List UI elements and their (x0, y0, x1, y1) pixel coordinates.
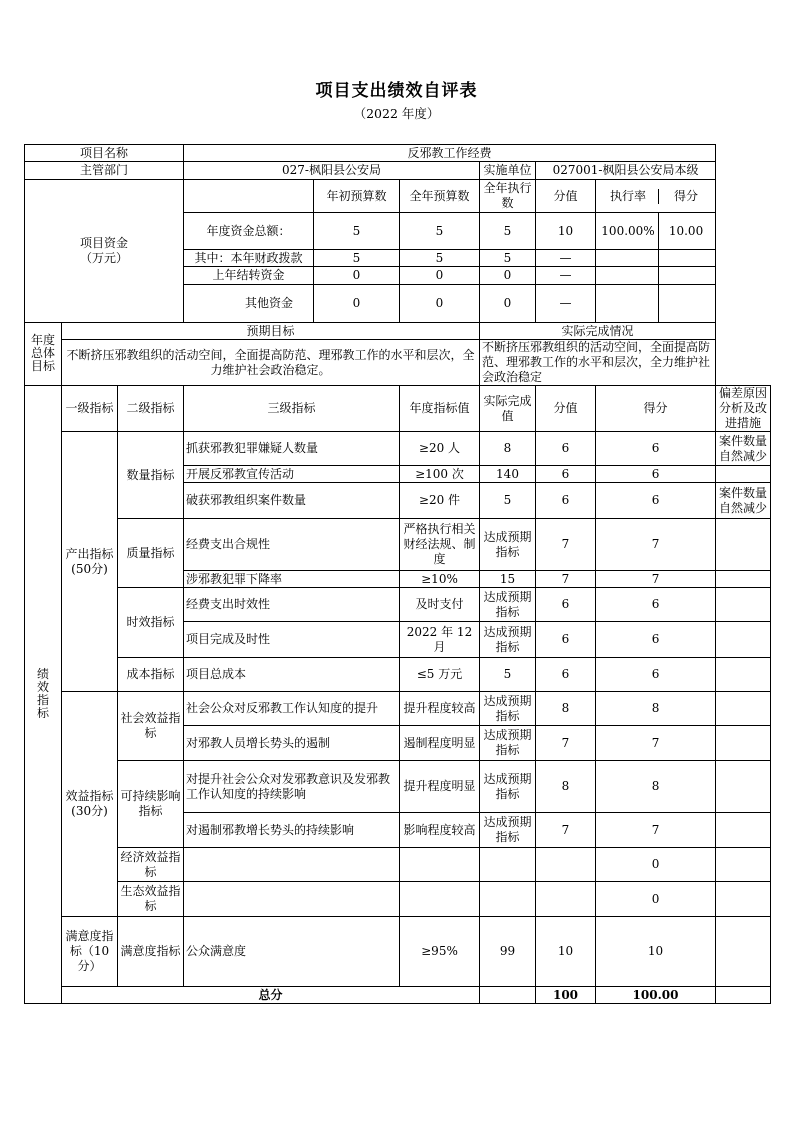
indicator-name: 对邪教人员增长势头的遏制 (184, 726, 400, 761)
funds-row-executed: 0 (480, 267, 536, 285)
funds-header-blank (184, 180, 314, 213)
indicator-note (716, 917, 771, 987)
goals-content-row (25, 340, 771, 386)
indicator-actual: 5 (480, 483, 536, 519)
goals-actual-text: 不断挤压邪教组织的活动空间，全面提高防范、理邪教工作的水平和层次，全力维护社会政治稳定 (480, 340, 716, 386)
indicator-actual: 达成预期指标 (480, 813, 536, 848)
indicator-note (716, 588, 771, 622)
indicator-name: 经费支出合规性 (184, 519, 400, 571)
indicator-weight: 7 (536, 726, 596, 761)
indicator-row (25, 588, 771, 622)
header-level2: 二级指标 (118, 386, 184, 432)
indicator-target: ≥20 人 (400, 432, 480, 466)
indicator-note (716, 848, 771, 882)
indicator-score: 10 (596, 917, 716, 987)
indicator-score: 6 (596, 466, 716, 483)
indicator-target (400, 882, 480, 917)
indicator-score: 0 (596, 848, 716, 882)
indicator-weight: 7 (536, 571, 596, 588)
funds-header-executed: 全年执行数 (480, 180, 536, 213)
goals-label: 年度总体目标 (25, 323, 62, 386)
indicator-weight: 8 (536, 692, 596, 726)
indicator-actual: 达成预期指标 (480, 519, 536, 571)
dept-label: 主管部门 (25, 162, 184, 180)
level2-quality: 质量指标 (118, 519, 184, 588)
funds-row-executed: 5 (480, 250, 536, 267)
header-note: 偏差原因分析及改进措施 (716, 386, 771, 432)
page-subtitle: （2022 年度） (353, 106, 440, 121)
total-weight: 100 (536, 987, 596, 1004)
header-target: 年度指标值 (400, 386, 480, 432)
indicator-weight: 10 (536, 917, 596, 987)
indicator-row (25, 432, 771, 466)
indicator-actual: 99 (480, 917, 536, 987)
funds-row-rate-score (596, 285, 716, 323)
funds-row-label: 上年结转资金 (184, 267, 314, 285)
indicator-target: 及时支付 (400, 588, 480, 622)
indicator-note (716, 466, 771, 483)
funds-row-score-value: — (536, 285, 596, 323)
indicator-weight: 6 (536, 622, 596, 658)
level1-output: 产出指标(50分) (62, 432, 118, 692)
indicator-weight: 7 (536, 519, 596, 571)
funds-row-score: 10.00 (668, 223, 704, 238)
project-name-label: 项目名称 (25, 145, 184, 162)
indicator-target: 2022 年 12 月 (400, 622, 480, 658)
indicator-weight: 6 (536, 432, 596, 466)
indicator-score: 7 (596, 813, 716, 848)
funds-row-score-value: — (536, 250, 596, 267)
indicator-target: 严格执行相关财经法规、制度 (400, 519, 480, 571)
indicator-score: 6 (596, 432, 716, 466)
dept-value: 027-枫阳县公安局 (184, 162, 480, 180)
indicator-note (716, 692, 771, 726)
indicator-name: 项目完成及时性 (184, 622, 400, 658)
indicator-target: 提升程度较高 (400, 692, 480, 726)
indicator-target: 遏制程度明显 (400, 726, 480, 761)
total-row (25, 987, 771, 1004)
funds-header-score-value: 分值 (536, 180, 596, 213)
impl-value: 027001-枫阳县公安局本级 (536, 162, 716, 180)
indicator-score: 8 (596, 761, 716, 813)
total-blank (480, 987, 536, 1004)
funds-row-rate-score (596, 267, 716, 285)
funds-row-label: 其中：本年财政拨款 (184, 250, 314, 267)
goals-actual-header: 实际完成情况 (480, 323, 716, 340)
indicator-score: 7 (596, 519, 716, 571)
indicator-row (25, 519, 771, 571)
funds-row-executed: 0 (480, 285, 536, 323)
indicator-row (25, 848, 771, 882)
indicator-note (716, 622, 771, 658)
indicator-note (716, 761, 771, 813)
indicators-header-row (25, 386, 771, 432)
indicator-target: ≥10% (400, 571, 480, 588)
indicator-score: 6 (596, 622, 716, 658)
indicator-score: 7 (596, 726, 716, 761)
indicator-target: ≥100 次 (400, 466, 480, 483)
funds-row-label: 其他资金 (184, 285, 314, 323)
indicator-score: 6 (596, 483, 716, 519)
funds-row-initial: 5 (314, 250, 400, 267)
indicator-note (716, 726, 771, 761)
funds-row-annual: 5 (400, 213, 480, 250)
indicator-actual: 15 (480, 571, 536, 588)
indicator-actual: 140 (480, 466, 536, 483)
performance-table (24, 144, 771, 1004)
indicator-row (25, 692, 771, 726)
indicator-actual: 达成预期指标 (480, 726, 536, 761)
funds-header-annual: 全年预算数 (400, 180, 480, 213)
indicator-weight: 6 (536, 658, 596, 692)
header-actual: 实际完成值 (480, 386, 536, 432)
funds-row-executed: 5 (480, 213, 536, 250)
level2-quantity: 数量指标 (118, 432, 184, 519)
goals-expected-text: 不断挤压邪教组织的活动空间，全面提高防范、理邪教工作的水平和层次，全力维护社会政治稳定。 (62, 340, 480, 386)
total-score: 100.00 (596, 987, 716, 1004)
indicator-note (716, 813, 771, 848)
indicator-weight (536, 848, 596, 882)
indicator-actual: 8 (480, 432, 536, 466)
funds-label: 项目资金 （万元） (25, 180, 184, 323)
funds-header-row (25, 180, 771, 213)
funds-header-score: 得分 (674, 188, 699, 203)
indicator-name (184, 882, 400, 917)
header-score: 得分 (596, 386, 716, 432)
indicator-target (400, 848, 480, 882)
funds-row-annual: 5 (400, 250, 480, 267)
page-title: 项目支出绩效自评表 (315, 81, 478, 101)
funds-header-rate-score (596, 180, 716, 213)
funds-header-rate: 执行率 (598, 189, 659, 204)
indicator-name: 公众满意度 (184, 917, 400, 987)
indicator-weight: 6 (536, 466, 596, 483)
indicator-score: 6 (596, 588, 716, 622)
indicator-target: ≥20 件 (400, 483, 480, 519)
funds-row-rate-score (596, 213, 716, 250)
header-level1: 一级指标 (62, 386, 118, 432)
level2-ecological: 生态效益指标 (118, 882, 184, 917)
funds-row-annual: 0 (400, 285, 480, 323)
project-name-row (25, 145, 771, 162)
indicator-note (716, 658, 771, 692)
level1-satisfaction: 满意度指标（10分） (62, 917, 118, 987)
indicators-section-label: 绩效指标 (25, 386, 62, 1004)
indicator-target: ≥95% (400, 917, 480, 987)
indicator-note (716, 571, 771, 588)
indicator-score: 7 (596, 571, 716, 588)
indicator-target: 影响程度较高 (400, 813, 480, 848)
indicator-score: 0 (596, 882, 716, 917)
indicator-name (184, 848, 400, 882)
indicator-row (25, 917, 771, 987)
goals-header-row (25, 323, 771, 340)
indicator-weight: 6 (536, 588, 596, 622)
indicator-score: 8 (596, 692, 716, 726)
level2-social: 社会效益指标 (118, 692, 184, 761)
funds-row-initial: 0 (314, 285, 400, 323)
funds-row-annual: 0 (400, 267, 480, 285)
indicator-actual: 达成预期指标 (480, 588, 536, 622)
department-row (25, 162, 771, 180)
level2-economic: 经济效益指标 (118, 848, 184, 882)
indicator-name: 社会公众对反邪教工作认知度的提升 (184, 692, 400, 726)
level1-benefit: 效益指标(30分) (62, 692, 118, 917)
indicator-name: 经费支出时效性 (184, 588, 400, 622)
indicator-target: ≤5 万元 (400, 658, 480, 692)
indicator-target: 提升程度明显 (400, 761, 480, 813)
level2-sustainable: 可持续影响指标 (118, 761, 184, 848)
funds-row-score-value: 10 (536, 213, 596, 250)
indicator-note (716, 519, 771, 571)
indicator-weight (536, 882, 596, 917)
indicator-actual: 达成预期指标 (480, 692, 536, 726)
level2-timeliness: 时效指标 (118, 588, 184, 658)
indicator-weight: 8 (536, 761, 596, 813)
funds-row-rate: 100.00% (598, 213, 659, 249)
funds-row-initial: 5 (314, 213, 400, 250)
indicator-weight: 7 (536, 813, 596, 848)
indicator-name: 项目总成本 (184, 658, 400, 692)
total-label: 总分 (62, 987, 480, 1004)
indicator-row (25, 882, 771, 917)
funds-row-label: 年度资金总额： (184, 213, 314, 250)
indicator-actual: 5 (480, 658, 536, 692)
indicator-name: 抓获邪教犯罪嫌疑人数量 (184, 432, 400, 466)
indicator-row (25, 658, 771, 692)
indicator-name: 对提升社会公众对发邪教意识及发邪教工作认知度的持续影响 (184, 761, 400, 813)
funds-row-rate-score (596, 250, 716, 267)
impl-label: 实施单位 (480, 162, 536, 180)
level2-satisfaction: 满意度指标 (118, 917, 184, 987)
header-level3: 三级指标 (184, 386, 400, 432)
indicator-row (25, 761, 771, 813)
funds-header-initial: 年初预算数 (314, 180, 400, 213)
header-weight: 分值 (536, 386, 596, 432)
indicator-name: 破获邪教组织案件数量 (184, 483, 400, 519)
indicator-score: 6 (596, 658, 716, 692)
funds-row-initial: 0 (314, 267, 400, 285)
indicator-name: 对遏制邪教增长势头的持续影响 (184, 813, 400, 848)
indicator-name: 涉邪教犯罪下降率 (184, 571, 400, 588)
indicator-actual (480, 882, 536, 917)
indicator-note: 案件数量自然减少 (716, 432, 771, 466)
indicator-name: 开展反邪教宣传活动 (184, 466, 400, 483)
indicator-actual: 达成预期指标 (480, 622, 536, 658)
project-name-value: 反邪教工作经费 (184, 145, 716, 162)
indicator-actual (480, 848, 536, 882)
indicator-weight: 6 (536, 483, 596, 519)
goals-expected-header: 预期目标 (62, 323, 480, 340)
total-note (716, 987, 771, 1004)
indicator-actual: 达成预期指标 (480, 761, 536, 813)
indicator-note (716, 882, 771, 917)
funds-row-score-value: — (536, 267, 596, 285)
level2-cost: 成本指标 (118, 658, 184, 692)
indicator-note: 案件数量自然减少 (716, 483, 771, 519)
